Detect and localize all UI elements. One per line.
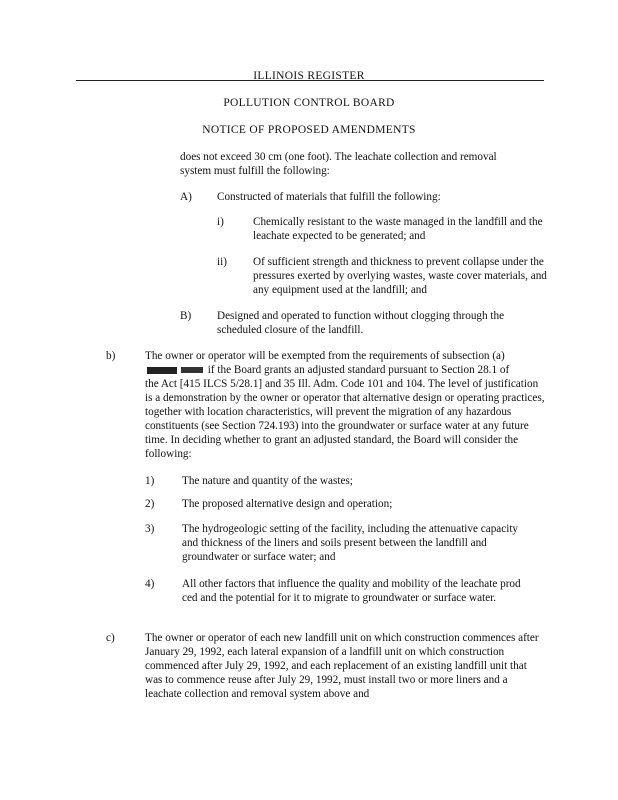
item-a-i-label: i) [217, 216, 224, 228]
subsection-c-paragraph: The owner or operator of each new landfill unit on which construction commences after January 29, 1992, each lateral expansion of a landfill unit on which construction commenced after July 29, 1992, and each replacement of an existing landfill unit that was to commence reuse after July 29, 1992, must install two or more liners and a leachate collection and removal system above and [145, 632, 539, 700]
register-title: ILLINOIS REGISTER [253, 70, 365, 82]
list-item-label: 1) [145, 475, 155, 487]
subsection-b-rest: the Act [415 ILCS 5/28.1] and 35 Ill. Adm. Code 101 and 104. The level of justification is a demonstration by the owner or operator that alternative design or operating practices, together with location characteristics, will prevent the migration of any hazardous constituents (see Section 724.193) into the groundwater or surface water at any future time. In deciding whether to grant an adjusted standard, the Board will consider the following: [145, 378, 545, 460]
list-item-label: 4) [145, 578, 155, 590]
list-item-text: The nature and quantity of the wastes; [182, 475, 353, 487]
notice-title: NOTICE OF PROPOSED AMENDMENTS [202, 124, 416, 136]
subsection-b-line2-text: if the Board grants an adjusted standard pursuant to Section 28.1 of [207, 364, 510, 376]
item-a-ii-text: Of sufficient strength and thickness to prevent collapse under the pressures exerted by overlying wastes, waste cover materials, and any equipment used at the landfill; and [253, 256, 547, 296]
subsection-b-line1: The owner or operator will be exempted from the requirements of subsection (a) [145, 350, 505, 362]
list-item-text: The hydrogeologic setting of the facility, including the attenuative capacity and thickness of the liners and soils present between the landfill and groundwater or surface water; and [182, 523, 519, 563]
list-item-text: The proposed alternative design and operation; [182, 498, 393, 510]
subsection-b-paragraph [145, 349, 545, 461]
redaction-mark [147, 367, 177, 374]
subsection-c-label: c) [106, 632, 115, 644]
subsection-b-label: b) [106, 350, 116, 362]
list-item-label: 3) [145, 523, 155, 535]
item-b-upper-label: B) [180, 310, 192, 322]
item-b-upper-text: Designed and operated to function without clogging through the scheduled closure of the landfill. [217, 310, 505, 336]
redaction-mark [181, 367, 203, 373]
item-a-label: A) [180, 191, 192, 203]
item-a-i-text: Chemically resistant to the waste managed in the landfill and the leachate expected to be generated; and [253, 216, 543, 242]
item-a-ii-label: ii) [217, 256, 227, 268]
item-a-text: Constructed of materials that fulfill the following: [217, 191, 441, 203]
list-item-text: All other factors that influence the quality and mobility of the leachate prod ced and the potential for it to migrate to groundwater or surface water. [182, 578, 521, 604]
board-title: POLLUTION CONTROL BOARD [223, 97, 395, 109]
intro-paragraph: does not exceed 30 cm (one foot). The leachate collection and removal system must fulfill the following: [180, 151, 497, 177]
subsection-b-line2 [145, 363, 545, 377]
list-item-label: 2) [145, 498, 155, 510]
